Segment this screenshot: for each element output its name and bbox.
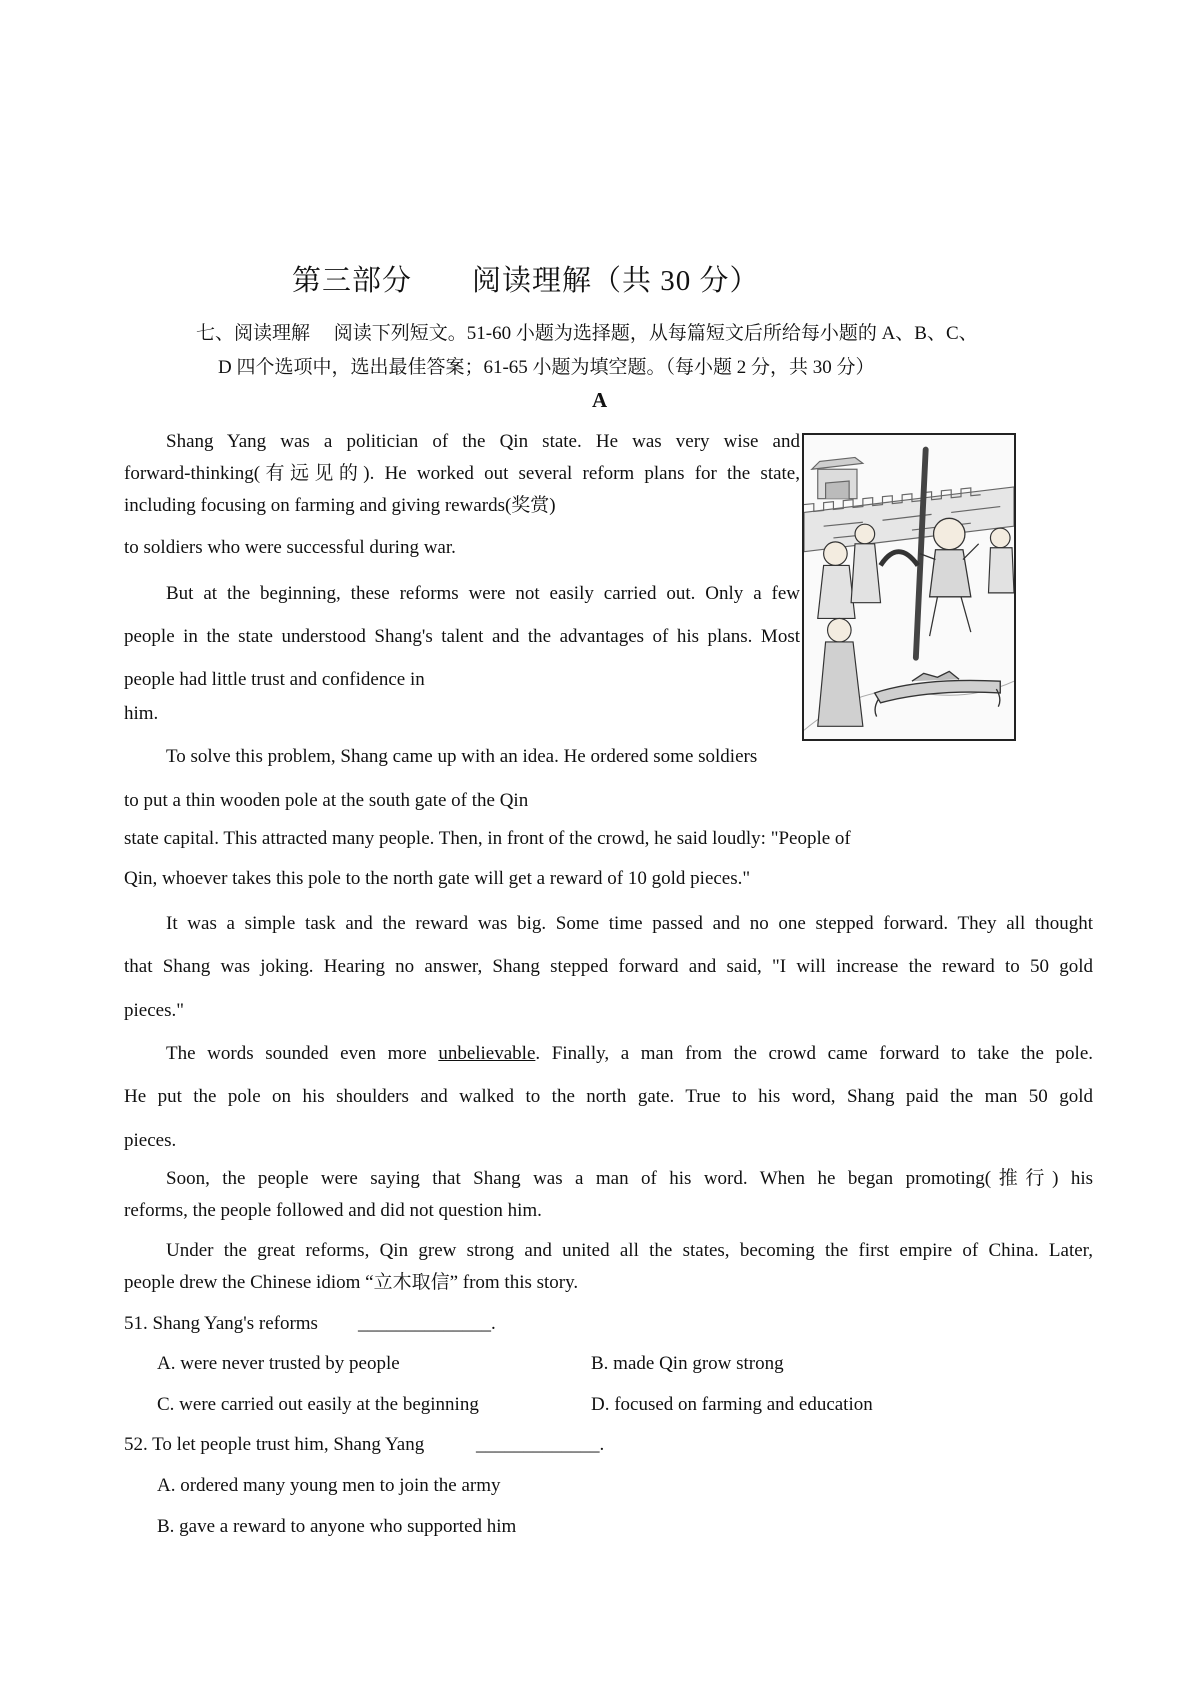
underlined-word-unbelievable: unbelievable bbox=[438, 1043, 536, 1064]
passage-p6-line-2: reforms, the people followed and did not question him. bbox=[124, 1200, 542, 1221]
passage-p1-line-3: including focusing on farming and giving rewards(奖赏) bbox=[124, 495, 556, 516]
question-52-option-b[interactable]: B. gave a reward to anyone who supported him bbox=[157, 1516, 517, 1537]
question-51-option-a[interactable]: A. were never trusted by people bbox=[157, 1353, 400, 1374]
passage-p5-line-3: pieces. bbox=[124, 1130, 177, 1151]
shang-yang-pole-illustration bbox=[804, 435, 1014, 739]
passage-p5-line-2: He put the pole on his shoulders and walked to the north gate. True to his word, Shang paid the man 50 gold bbox=[124, 1086, 1093, 1107]
question-51-option-c[interactable]: C. were carried out easily at the beginning bbox=[157, 1394, 479, 1415]
passage-p4-line-1: It was a simple task and the reward was big. Some time passed and no one stepped forward. They all thought bbox=[166, 913, 1093, 934]
passage-p3-line-3: state capital. This attracted many people. Then, in front of the crowd, he said loudly: "People of bbox=[124, 828, 851, 849]
p5-text-before: The words sounded even more bbox=[166, 1043, 439, 1064]
instructions-line-1: 七、阅读理解 阅读下列短文。51-60 小题为选择题，从每篇短文后所给每小题的 A、B、C、 bbox=[196, 323, 978, 344]
question-52-stem: 52. To let people trust him, Shang Yang bbox=[124, 1434, 425, 1455]
passage-illustration bbox=[802, 433, 1016, 741]
passage-p2-line-1: But at the beginning, these reforms were not easily carried out. Only a few bbox=[166, 583, 800, 604]
passage-p7-line-1: Under the great reforms, Qin grew strong and united all the states, becoming the first empire of China. Later, bbox=[166, 1240, 1093, 1261]
passage-p3-line-2: to put a thin wooden pole at the south gate of the Qin bbox=[124, 790, 529, 811]
passage-p2-line-4: him. bbox=[124, 703, 159, 724]
question-51-stem: 51. Shang Yang's reforms bbox=[124, 1313, 318, 1334]
question-51-option-b[interactable]: B. made Qin grow strong bbox=[591, 1353, 784, 1374]
passage-p3-line-4: Qin, whoever takes this pole to the north gate will get a reward of 10 gold pieces." bbox=[124, 868, 751, 889]
question-52-option-a[interactable]: A. ordered many young men to join the army bbox=[157, 1475, 501, 1496]
passage-p2-line-2: people in the state understood Shang's talent and the advantages of his plans. Most bbox=[124, 626, 800, 647]
passage-p1-line-1: Shang Yang was a politician of the Qin state. He was very wise and bbox=[166, 431, 800, 452]
passage-p1-line-2: forward-thinking(有远见的). He worked out several reform plans for the state, bbox=[124, 463, 800, 484]
passage-p3-line-1: To solve this problem, Shang came up with an idea. He ordered some soldiers bbox=[166, 746, 758, 767]
p5-text-after: . Finally, a man from the crowd came forward to take the pole. bbox=[535, 1043, 1093, 1064]
question-51-blank[interactable]: ______________. bbox=[358, 1313, 496, 1334]
passage-p4-line-2: that Shang was joking. Hearing no answer, Shang stepped forward and said, "I will increase the reward to 50 gold bbox=[124, 956, 1093, 977]
passage-p5-line-1 bbox=[166, 1043, 1093, 1064]
passage-p6-line-1: Soon, the people were saying that Shang was a man of his word. When he began promoting(推行) his bbox=[166, 1168, 1093, 1189]
passage-p1-line-4: to soldiers who were successful during war. bbox=[124, 537, 456, 558]
instructions-line-2: D 四个选项中，选出最佳答案；61-65 小题为填空题。（每小题 2 分，共 30 分） bbox=[218, 357, 875, 378]
passage-p4-line-3: pieces." bbox=[124, 1000, 184, 1021]
question-52-blank[interactable]: _____________. bbox=[476, 1434, 605, 1455]
passage-p7-line-2: people drew the Chinese idiom “立木取信” from this story. bbox=[124, 1272, 579, 1293]
section-title: 第三部分 阅读理解（共 30 分） bbox=[292, 265, 760, 297]
passage-p2-line-3: people had little trust and confidence in bbox=[124, 669, 425, 690]
question-51-option-d[interactable]: D. focused on farming and education bbox=[591, 1394, 873, 1415]
passage-label: A bbox=[592, 388, 608, 412]
